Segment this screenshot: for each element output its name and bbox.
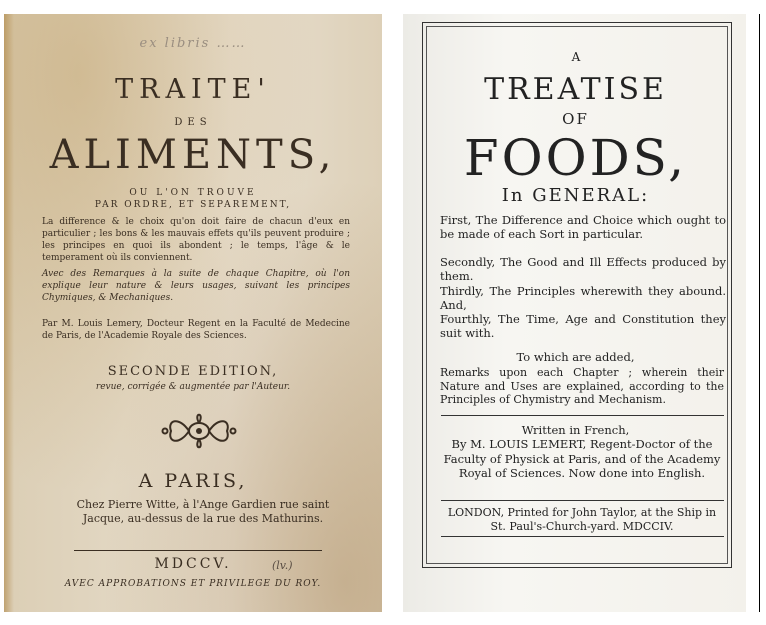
left-city: A PARIS, bbox=[138, 470, 248, 492]
french-title-page bbox=[4, 14, 382, 612]
contents-first: First, The Difference and Choice which ought to be made of each Sort in particular. bbox=[440, 213, 726, 241]
left-approbation: AVEC APPROBATIONS ET PRIVILEGE DU ROY. bbox=[64, 579, 322, 589]
right-author: By M. LOUIS LEMERT, Regent-Doctor of the Faculty of Physick at Paris, and of the Academy Royal of Sciences. Now done into English. bbox=[443, 437, 721, 480]
right-written: Written in French, bbox=[521, 423, 630, 437]
left-description: La difference & le choix qu'on doit faire de chacun d'eux en particulier ; les bons & les mauvais effets qu'ils peuvent produire ; les principes en quoi ils abondent ; le temps, l'âge & le temperament où ils conviennent. bbox=[42, 217, 350, 263]
contents-secondly: Secondly, The Good and Ill Effects produced by them. bbox=[440, 255, 726, 283]
divider-line bbox=[759, 14, 760, 612]
right-added: To which are added, bbox=[516, 350, 635, 364]
left-remarks: Avec des Remarques à la suite de chaque Chapitre, où l'on explique leur nature & leurs usages, suivant les principes Chymiques, & Mechaniques. bbox=[42, 269, 350, 303]
left-subtitle-2: PAR ORDRE, ET SEPAREMENT, bbox=[94, 200, 292, 210]
left-title-main: ALIMENTS, bbox=[49, 132, 337, 178]
right-title-general: In GENERAL: bbox=[501, 185, 650, 206]
contents-thirdly: Thirdly, The Principles wherewith they abound. And, bbox=[440, 284, 726, 312]
right-imprint: LONDON, Printed for John Taylor, at the Ship in St. Paul's-Church-yard. MDCCIV. bbox=[447, 506, 717, 533]
right-title-a: A bbox=[571, 50, 583, 64]
page-margin bbox=[746, 14, 766, 612]
left-edition: SECONDE EDITION, bbox=[107, 364, 279, 379]
left-year: MDCCV. bbox=[154, 556, 232, 572]
right-rule-3 bbox=[441, 536, 724, 537]
left-rule bbox=[74, 550, 322, 551]
english-title-page bbox=[403, 14, 748, 612]
right-rule-2 bbox=[441, 500, 724, 501]
left-title-line-1: TRAITE' bbox=[115, 74, 271, 105]
left-publisher: Chez Pierre Witte, à l'Ange Gardien rue saint Jacque, au-dessus de la rue des Mathurins. bbox=[76, 498, 330, 525]
right-remarks: Remarks upon each Chapter ; wherein their Nature and Uses are explained, according to the Principles of Chymistry and Mechanism. bbox=[440, 366, 724, 406]
manuscript-inscription: ex libris …… bbox=[139, 36, 247, 51]
right-title-of: OF bbox=[562, 110, 589, 128]
right-title-treatise: TREATISE bbox=[484, 72, 667, 107]
right-rule-1 bbox=[441, 415, 724, 416]
left-handwritten-note: (lv.) bbox=[272, 559, 293, 572]
left-author: Par M. Louis Lemery, Docteur Regent en la Faculté de Medecine de Paris, de l'Academie Royale des Sciences. bbox=[42, 319, 350, 341]
right-title-foods: FOODS, bbox=[463, 129, 688, 187]
left-title-line-2: DES bbox=[174, 117, 212, 128]
left-subtitle-1: OU L'ON TROUVE bbox=[129, 188, 257, 198]
left-edition-note: revue, corrigée & augmentée par l'Auteur. bbox=[95, 382, 291, 392]
contents-fourthly: Fourthly, The Time, Age and Constitution they suit with. bbox=[440, 312, 726, 340]
printer-ornament-icon bbox=[159, 406, 239, 456]
